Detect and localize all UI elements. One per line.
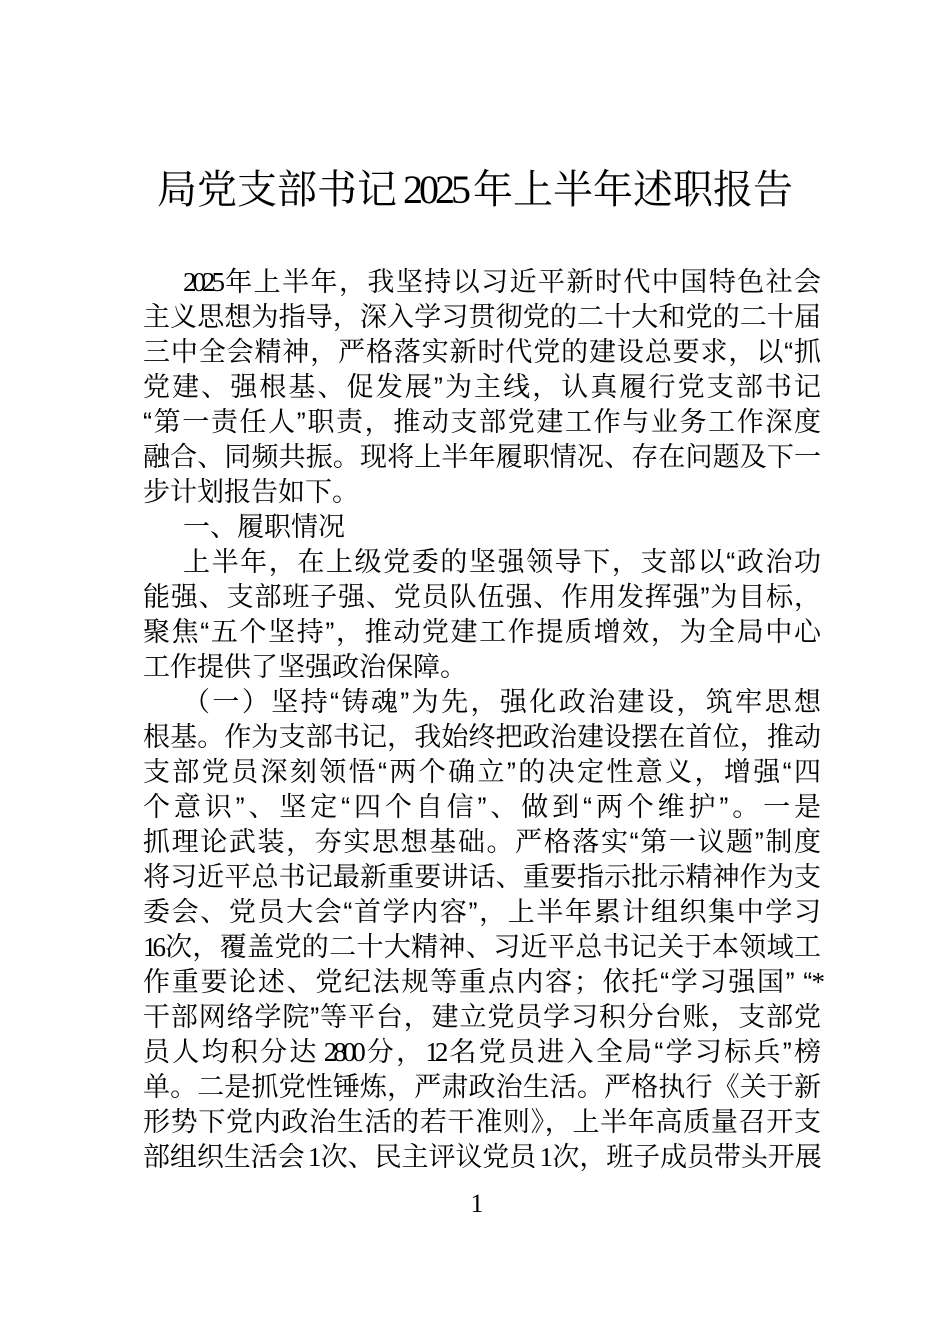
document-title: 局党支部书记 2025 年上半年述职报告 xyxy=(157,167,793,212)
text-line: 抓理论武装，夯实思想基础。严格落实“第一议题”制度 xyxy=(143,827,821,857)
section-heading xyxy=(143,510,821,545)
paragraph xyxy=(143,685,821,1175)
text-line: 单。二是抓党性锤炼，严肃政治生活。严格执行《关于新 xyxy=(143,1072,821,1102)
text-line: 党建、强根基、促发展”为主线，认真履行党支部书记 xyxy=(143,372,821,402)
text-line: 主义思想为指导，深入学习贯彻党的二十大和党的二十届 xyxy=(143,302,821,332)
text-line: 三中全会精神，严格落实新时代党的建设总要求，以“抓 xyxy=(143,337,821,367)
text-line: 个意识”、坚定“四个自信”、做到“两个维护”。一是 xyxy=(143,792,821,822)
text-line: （一）坚持“铸魂”为先，强化政治建设，筑牢思想 xyxy=(183,687,821,717)
text-line: 上半年，在上级党委的坚强领导下，支部以“政治功 xyxy=(183,547,821,577)
text-line: 形势下党内政治生活的若干准则》，上半年高质量召开支 xyxy=(143,1107,821,1137)
text-line: 2025 年上半年，我坚持以习近平新时代中国特色社会 xyxy=(183,267,822,297)
text-line: 融合、同频共振。现将上半年履职情况、存在问题及下一 xyxy=(143,442,821,472)
text-line: 员人均积分达 2800 分，12 名党员进入全局“学习标兵”榜 xyxy=(143,1037,822,1067)
text-line: 聚焦“五个坚持”，推动党建工作提质增效，为全局中心 xyxy=(143,617,821,647)
text-line: 作重要论述、党纪法规等重点内容；依托“学习强国” “* xyxy=(143,967,821,997)
text-line: 委会、党员大会“首学内容”，上半年累计组织集中学习 xyxy=(143,897,821,927)
text-line: 干部网络学院”等平台，建立党员学习积分台账，支部党 xyxy=(143,1002,821,1032)
text-line: 将习近平总书记最新重要讲话、重要指示批示精神作为支 xyxy=(143,862,821,892)
text-line: 能强、支部班子强、党员队伍强、作用发挥强”为目标， xyxy=(143,582,821,612)
text-line: 工作提供了坚强政治保障。 xyxy=(143,652,467,682)
page-number: 1 xyxy=(470,1189,480,1218)
paragraph xyxy=(143,265,821,510)
text-line: “第一责任人”职责，推动支部党建工作与业务工作深度 xyxy=(143,407,821,437)
text-line: 16 次，覆盖党的二十大精神、习近平总书记关于本领域工 xyxy=(143,932,821,962)
document-body xyxy=(143,265,821,1175)
text-line: 支部党员深刻领悟“两个确立”的决定性意义，增强“四 xyxy=(143,757,821,787)
paragraph xyxy=(143,545,821,685)
text-line: 根基。作为支部书记，我始终把政治建设摆在首位，推动 xyxy=(143,722,821,752)
text-line: 部组织生活会 1 次、民主评议党员 1 次，班子成员带头开展 xyxy=(143,1142,821,1172)
text-line: 步计划报告如下。 xyxy=(143,477,359,507)
heading-line: 一、履职情况 xyxy=(183,512,345,542)
